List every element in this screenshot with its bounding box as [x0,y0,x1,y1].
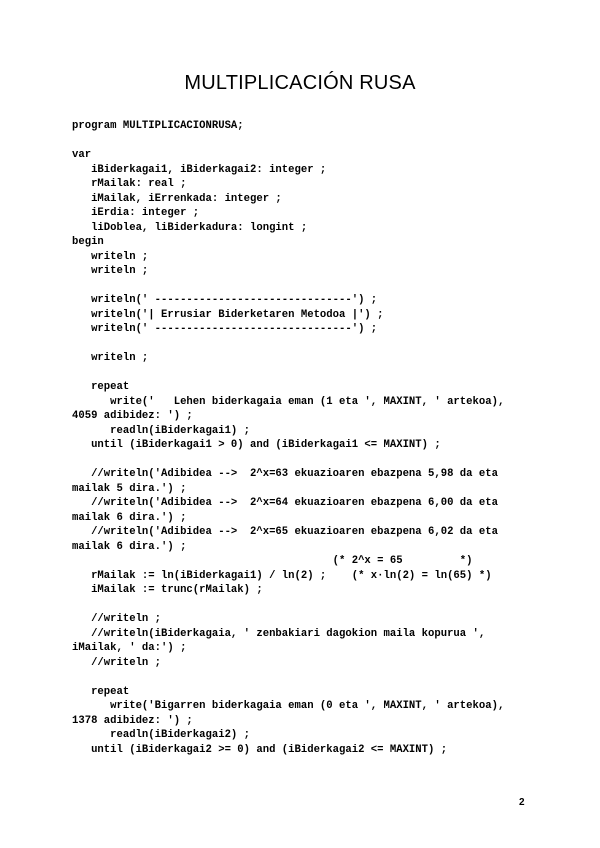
code-line: liDoblea, liBiderkadura: longint ; [72,221,308,234]
page-number: 2 [519,797,525,808]
code-line: repeat [72,685,130,698]
code-line: //writeln('Adibidea --> 2^x=63 ekuazioaren ebazpena 5,98 da eta [72,468,498,480]
code-line: write(' Lehen biderkagaia eman (1 eta ', MAXINT, ' artekoa), [72,395,505,408]
code-line: iMailak, iErrenkada: integer ; [72,192,282,205]
code-line: repeat [72,381,130,393]
code-line: until (iBiderkagai2 >= 0) and (iBiderkagai2 <= MAXINT) ; [72,743,448,756]
code-line: writeln ; [72,250,149,263]
code-line: 4059 adibidez: ') ; [72,410,193,422]
code-line [72,279,532,294]
code-line: iMailak, ' da:') ; [72,642,187,654]
code-line: //writeln(iBiderkagaia, ' zenbakiari dagokion maila kopurua ', [72,627,486,640]
code-line: writeln ; [72,265,149,277]
page-title: MULTIPLICACIÓN RUSA [184,72,416,94]
code-line: program MULTIPLICACIONRUSA; [72,120,244,132]
code-line [72,670,532,685]
code-line: writeln(' -------------------------------') ; [72,294,378,306]
code-line: writeln('| Errusiar Biderketaren Metodoa |') ; [72,308,384,321]
code-line: mailak 6 dira.') ; [72,511,187,524]
code-line: //writeln('Adibidea --> 2^x=65 ekuazioaren ebazpena 6,02 da eta [72,526,498,538]
code-line [72,366,532,381]
code-listing [72,119,532,757]
code-line: (* 2^x = 65 *) [72,555,473,567]
code-line: write('Bigarren biderkagaia eman (0 eta ', MAXINT, ' artekoa), [72,700,505,712]
code-line [72,337,532,352]
code-line: readln(iBiderkagai1) ; [72,424,251,437]
code-line: iErdia: integer ; [72,207,200,219]
code-line: mailak 5 dira.') ; [72,482,187,495]
code-line: begin [72,236,104,248]
code-line: rMailak := ln(iBiderkagai1) / ln(2) ; (* x·ln(2) = ln(65) *) [72,569,492,582]
code-line: 1378 adibidez: ') ; [72,714,193,727]
code-line: //writeln ; [72,613,162,625]
code-line: iMailak := trunc(rMailak) ; [72,584,263,596]
code-line [72,453,532,468]
code-line: until (iBiderkagai1 > 0) and (iBiderkagai1 <= MAXINT) ; [72,439,441,451]
code-line: mailak 6 dira.') ; [72,540,187,553]
code-line: iBiderkagai1, iBiderkagai2: integer ; [72,163,327,176]
code-line: //writeln('Adibidea --> 2^x=64 ekuazioaren ebazpena 6,00 da eta [72,497,498,509]
code-line: writeln(' -------------------------------') ; [72,323,378,335]
code-line [72,598,532,613]
code-line [72,134,532,149]
code-line: //writeln ; [72,656,162,669]
code-line: rMailak: real ; [72,178,187,190]
code-line: var [72,149,92,161]
code-line: writeln ; [72,352,149,364]
code-line: readln(iBiderkagai2) ; [72,729,251,741]
